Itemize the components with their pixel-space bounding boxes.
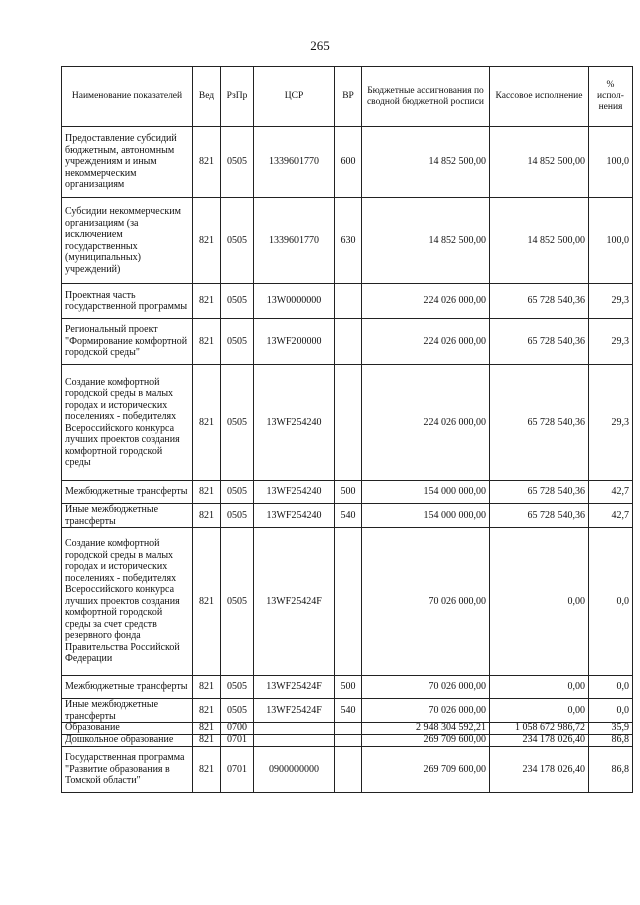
row-cash: 65 728 540,36: [490, 481, 589, 504]
row-pct: 29,3: [589, 365, 633, 481]
row-ved: 821: [193, 747, 221, 793]
row-rzpr: 0505: [221, 284, 254, 319]
table-row: [62, 735, 633, 747]
row-pct: 86,8: [589, 747, 633, 793]
header-vr: ВР: [335, 67, 362, 127]
row-cash: 14 852 500,00: [490, 198, 589, 284]
row-ved: 821: [193, 127, 221, 198]
row-rzpr: 0505: [221, 676, 254, 699]
page-number: 265: [310, 38, 330, 53]
row-ved: 821: [193, 528, 221, 676]
row-vr: 630: [335, 198, 362, 284]
row-vr: 500: [335, 676, 362, 699]
row-vr: [335, 284, 362, 319]
header-ved: Вед: [193, 67, 221, 127]
row-rzpr: 0505: [221, 365, 254, 481]
table-row: [62, 284, 633, 319]
row-cash: 0,00: [490, 676, 589, 699]
row-name: Межбюджетные трансферты: [62, 676, 193, 699]
row-rzpr: 0505: [221, 504, 254, 528]
row-csr: 13WF254240: [254, 504, 335, 528]
row-name: Образование: [62, 723, 193, 735]
row-csr: 13WF25424F: [254, 699, 335, 723]
row-plan: 2 948 304 592,21: [362, 723, 490, 735]
header-name: Наименование показателей: [62, 67, 193, 127]
row-name: Межбюджетные трансферты: [62, 481, 193, 504]
row-plan: 154 000 000,00: [362, 504, 490, 528]
table-row: [62, 676, 633, 699]
row-rzpr: 0505: [221, 198, 254, 284]
row-cash: 65 728 540,36: [490, 504, 589, 528]
row-rzpr: 0701: [221, 747, 254, 793]
table-row: [62, 699, 633, 723]
table-header-row: [62, 67, 633, 127]
header-csr: ЦСР: [254, 67, 335, 127]
row-csr: 0900000000: [254, 747, 335, 793]
table-row: [62, 528, 633, 676]
row-name: Субсидии некоммерческим организациям (за исключением государственных (муниципальных) учреждений): [62, 198, 193, 284]
table-row: [62, 127, 633, 198]
row-plan: 14 852 500,00: [362, 127, 490, 198]
header-rzpr: РзПр: [221, 67, 254, 127]
row-cash: 234 178 026,40: [490, 735, 589, 747]
row-rzpr: 0505: [221, 319, 254, 365]
row-cash: 65 728 540,36: [490, 319, 589, 365]
row-ved: 821: [193, 319, 221, 365]
row-plan: 154 000 000,00: [362, 481, 490, 504]
row-vr: [335, 723, 362, 735]
row-vr: 600: [335, 127, 362, 198]
row-rzpr: 0700: [221, 723, 254, 735]
budget-execution-table: [61, 66, 633, 793]
row-rzpr: 0505: [221, 481, 254, 504]
row-rzpr: 0505: [221, 127, 254, 198]
table-row: [62, 481, 633, 504]
row-cash: 14 852 500,00: [490, 127, 589, 198]
table-row: [62, 723, 633, 735]
table-row: [62, 198, 633, 284]
header-pct: % испол-нения: [589, 67, 633, 127]
row-ved: 821: [193, 676, 221, 699]
row-rzpr: 0505: [221, 699, 254, 723]
row-name: Государственная программа "Развитие образования в Томской области": [62, 747, 193, 793]
row-plan: 224 026 000,00: [362, 365, 490, 481]
row-vr: [335, 528, 362, 676]
row-pct: 100,0: [589, 127, 633, 198]
row-name: Проектная часть государственной программы: [62, 284, 193, 319]
row-pct: 0,0: [589, 676, 633, 699]
row-plan: 70 026 000,00: [362, 699, 490, 723]
row-vr: [335, 747, 362, 793]
row-plan: 14 852 500,00: [362, 198, 490, 284]
row-plan: 269 709 600,00: [362, 747, 490, 793]
row-rzpr: 0701: [221, 735, 254, 747]
row-pct: 29,3: [589, 284, 633, 319]
row-plan: 224 026 000,00: [362, 319, 490, 365]
row-ved: 821: [193, 284, 221, 319]
header-plan: Бюджетные ассигнования по сводной бюджетной росписи: [362, 67, 490, 127]
row-csr: 13WF25424F: [254, 676, 335, 699]
row-vr: 540: [335, 699, 362, 723]
row-vr: 540: [335, 504, 362, 528]
row-ved: 821: [193, 735, 221, 747]
row-name: Иные межбюджетные трансферты: [62, 504, 193, 528]
row-vr: [335, 365, 362, 481]
row-ved: 821: [193, 365, 221, 481]
row-name: Дошкольное образование: [62, 735, 193, 747]
row-plan: 70 026 000,00: [362, 528, 490, 676]
row-rzpr: 0505: [221, 528, 254, 676]
row-csr: 1339601770: [254, 127, 335, 198]
row-ved: 821: [193, 699, 221, 723]
row-pct: 29,3: [589, 319, 633, 365]
row-vr: [335, 735, 362, 747]
row-pct: 86,8: [589, 735, 633, 747]
row-cash: 234 178 026,40: [490, 747, 589, 793]
row-cash: 65 728 540,36: [490, 284, 589, 319]
row-plan: 269 709 600,00: [362, 735, 490, 747]
row-vr: 500: [335, 481, 362, 504]
row-pct: 42,7: [589, 504, 633, 528]
row-name: Создание комфортной городской среды в малых городах и исторических поселениях - победителях Всероссийского конкурса лучших проектов создания комфортной городской среды: [62, 365, 193, 481]
row-csr: 1339601770: [254, 198, 335, 284]
row-csr: [254, 735, 335, 747]
row-pct: 0,0: [589, 699, 633, 723]
row-pct: 42,7: [589, 481, 633, 504]
row-cash: 0,00: [490, 528, 589, 676]
row-name: Региональный проект "Формирование комфортной городской среды": [62, 319, 193, 365]
row-csr: 13WF254240: [254, 365, 335, 481]
row-ved: 821: [193, 481, 221, 504]
table-row: [62, 504, 633, 528]
row-plan: 70 026 000,00: [362, 676, 490, 699]
row-pct: 100,0: [589, 198, 633, 284]
row-plan: 224 026 000,00: [362, 284, 490, 319]
row-name: Предоставление субсидий бюджетным, автономным учреждениям и иным некоммерческим организациям: [62, 127, 193, 198]
row-vr: [335, 319, 362, 365]
row-name: Создание комфортной городской среды в малых городах и исторических поселениях - победителях Всероссийского конкурса лучших проектов создания комфортной городской среды за счет средств резервного фонда Правительства Российской Федерации: [62, 528, 193, 676]
row-cash: 0,00: [490, 699, 589, 723]
row-pct: 0,0: [589, 528, 633, 676]
row-ved: 821: [193, 723, 221, 735]
row-csr: 13W0000000: [254, 284, 335, 319]
row-csr: [254, 723, 335, 735]
table-row: [62, 747, 633, 793]
row-csr: 13WF200000: [254, 319, 335, 365]
row-name: Иные межбюджетные трансферты: [62, 699, 193, 723]
table-row: [62, 319, 633, 365]
row-cash: 65 728 540,36: [490, 365, 589, 481]
row-pct: 35,9: [589, 723, 633, 735]
row-ved: 821: [193, 198, 221, 284]
row-csr: 13WF25424F: [254, 528, 335, 676]
row-cash: 1 058 672 986,72: [490, 723, 589, 735]
table-row: [62, 365, 633, 481]
header-cash: Кассовое исполнение: [490, 67, 589, 127]
row-ved: 821: [193, 504, 221, 528]
row-csr: 13WF254240: [254, 481, 335, 504]
